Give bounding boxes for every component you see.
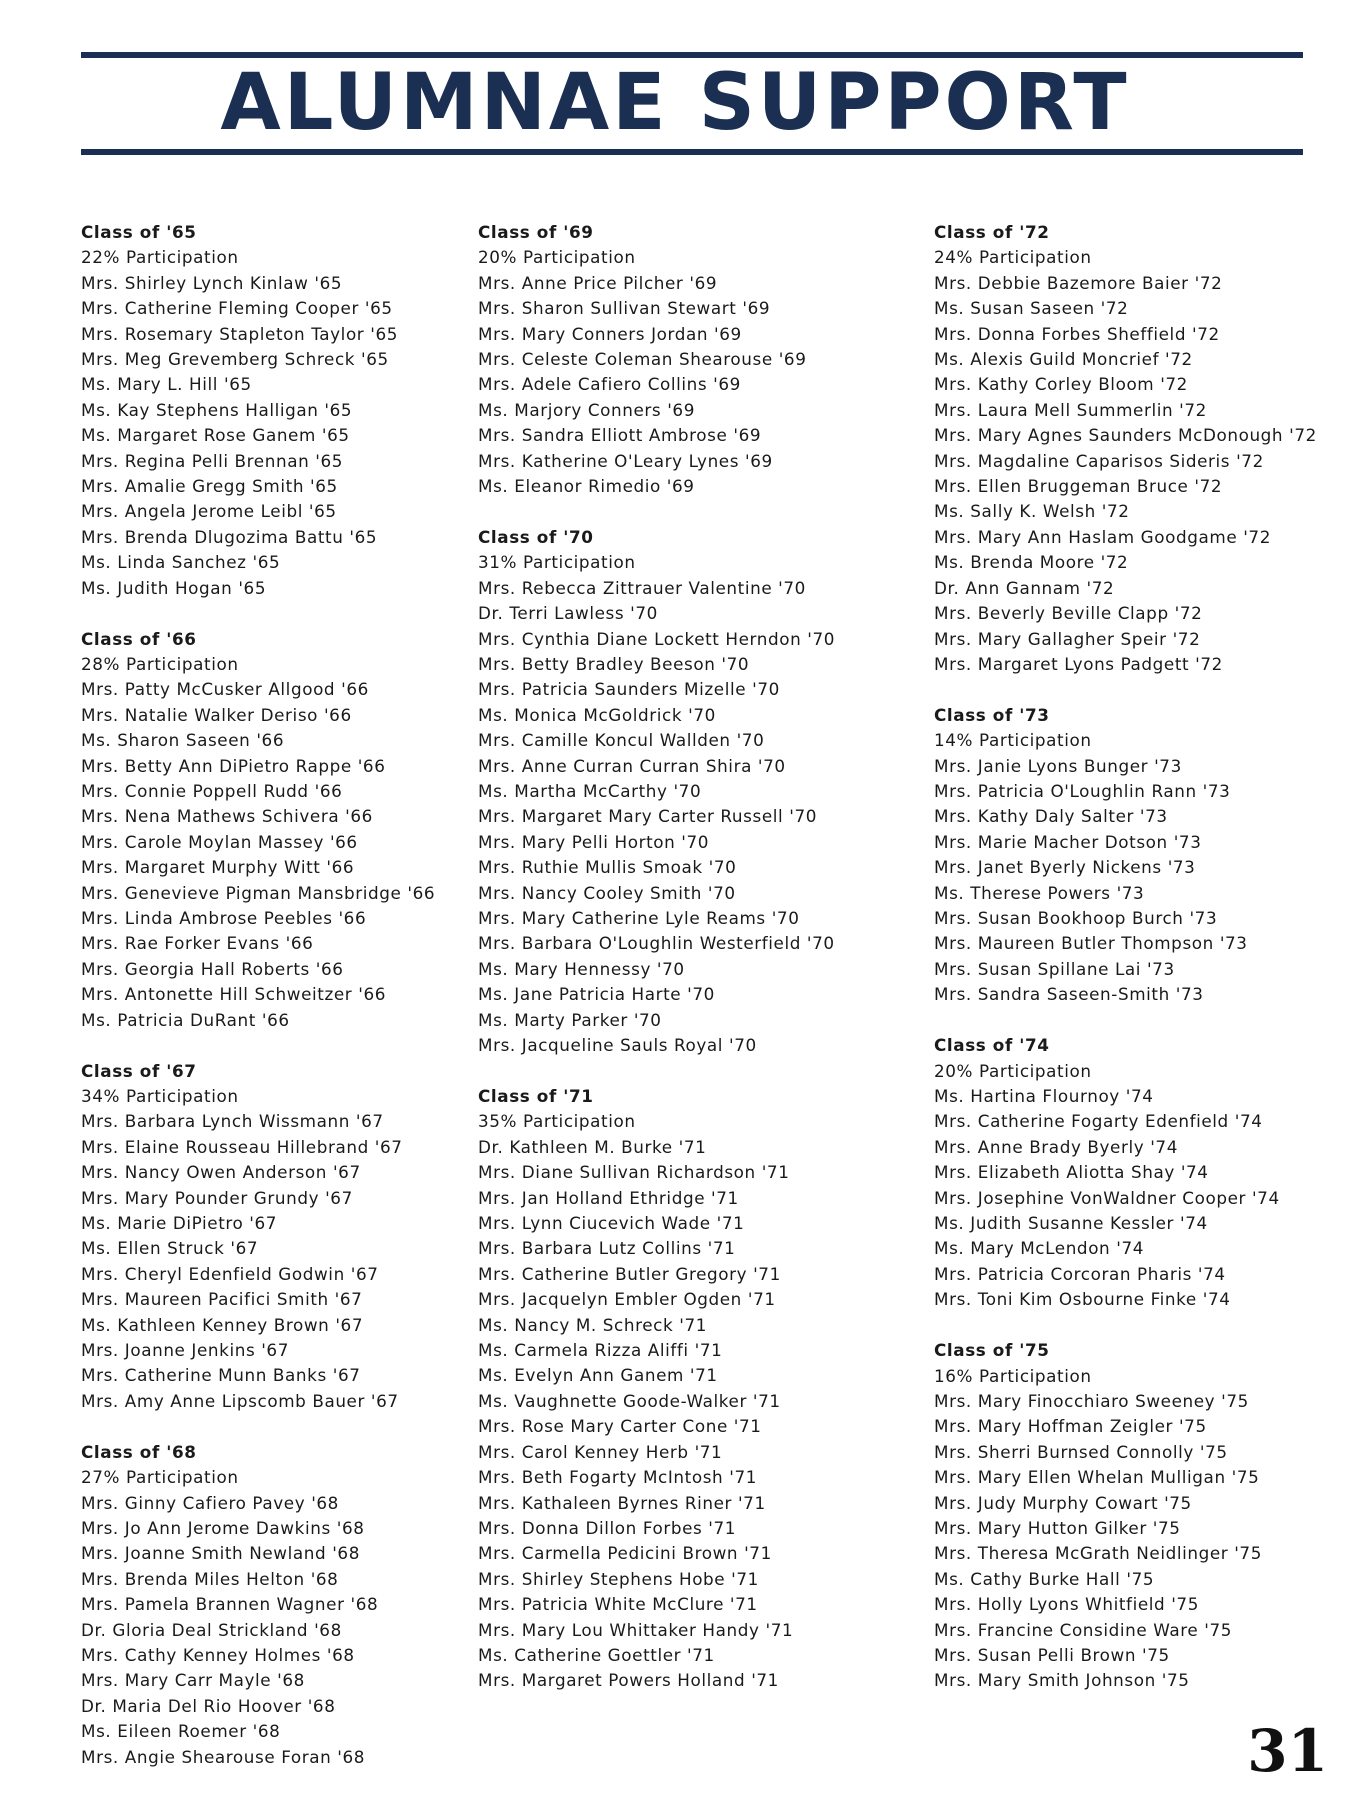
donor-name: Ms. Mary Hennessy '70 bbox=[478, 958, 685, 979]
page-title: ALUMNAE SUPPORT bbox=[220, 58, 1130, 148]
donor-name: Mrs. Sherri Burnsed Connolly '75 bbox=[934, 1441, 1228, 1462]
donor-name: Mrs. Anne Curran Curran Shira '70 bbox=[478, 755, 786, 776]
donor-name: Mrs. Janie Lyons Bunger '73 bbox=[934, 755, 1182, 776]
participation-rate: 14% Participation bbox=[934, 730, 1092, 751]
donor-name: Mrs. Mary Finocchiaro Sweeney '75 bbox=[934, 1390, 1249, 1411]
donor-name: Mrs. Mary Smith Johnson '75 bbox=[934, 1670, 1190, 1691]
title-rule-bottom bbox=[81, 149, 1303, 155]
donor-name: Mrs. Sharon Sullivan Stewart '69 bbox=[478, 298, 771, 319]
participation-rate: 22% Participation bbox=[81, 247, 239, 268]
donor-name: Mrs. Donna Forbes Sheffield '72 bbox=[934, 323, 1220, 344]
class-section bbox=[478, 1084, 918, 1694]
donor-name: Mrs. Betty Bradley Beeson '70 bbox=[478, 654, 750, 674]
participation-rate: 28% Participation bbox=[81, 654, 239, 674]
donor-name: Mrs. Jo Ann Jerome Dawkins '68 bbox=[81, 1518, 365, 1538]
class-heading: Class of '66 bbox=[81, 628, 197, 649]
donor-name: Ms. Eleanor Rimedio '69 bbox=[478, 476, 695, 497]
donor-name: Ms. Monica McGoldrick '70 bbox=[478, 704, 716, 725]
donor-name: Mrs. Laura Mell Summerlin '72 bbox=[934, 399, 1207, 420]
class-section bbox=[81, 1059, 451, 1415]
donor-name: Mrs. Patty McCusker Allgood '66 bbox=[81, 679, 369, 700]
donor-name: Ms. Linda Sanchez '65 bbox=[81, 552, 281, 573]
donor-name: Mrs. Barbara O'Loughlin Westerfield '70 bbox=[478, 933, 835, 954]
class-section bbox=[934, 703, 1344, 1008]
donor-name: Ms. Kathleen Kenney Brown '67 bbox=[81, 1314, 364, 1335]
donor-name: Mrs. Betty Ann DiPietro Rappe '66 bbox=[81, 755, 386, 776]
donor-name: Mrs. Magdaline Caparisos Sideris '72 bbox=[934, 450, 1264, 471]
donor-name: Mrs. Janet Byerly Nickens '73 bbox=[934, 857, 1196, 878]
donor-name: Mrs. Carole Moylan Massey '66 bbox=[81, 831, 358, 852]
column-2 bbox=[478, 220, 918, 1719]
class-heading: Class of '68 bbox=[81, 1441, 197, 1462]
donor-name: Ms. Marty Parker '70 bbox=[478, 1009, 662, 1030]
donor-name: Mrs. Jacqueline Sauls Royal '70 bbox=[478, 1035, 757, 1056]
donor-name: Mrs. Elizabeth Aliotta Shay '74 bbox=[934, 1162, 1209, 1183]
donor-name: Dr. Terri Lawless '70 bbox=[478, 603, 658, 624]
donor-name: Mrs. Adele Cafiero Collins '69 bbox=[478, 374, 741, 395]
donor-name: Mrs. Donna Dillon Forbes '71 bbox=[478, 1517, 737, 1538]
class-heading: Class of '71 bbox=[478, 1086, 594, 1106]
donor-name: Mrs. Amalie Gregg Smith '65 bbox=[81, 476, 338, 497]
donor-name: Mrs. Kathaleen Byrnes Riner '71 bbox=[478, 1492, 766, 1513]
class-heading: Class of '73 bbox=[934, 704, 1050, 725]
donor-name: Ms. Sharon Saseen '66 bbox=[81, 730, 285, 751]
donor-name: Mrs. Debbie Bazemore Baier '72 bbox=[934, 272, 1223, 293]
donor-name: Ms. Eileen Roemer '68 bbox=[81, 1721, 281, 1742]
donor-name: Mrs. Shirley Lynch Kinlaw '65 bbox=[81, 272, 343, 293]
donor-name: Mrs. Beverly Beville Clapp '72 bbox=[934, 603, 1203, 624]
class-section bbox=[81, 220, 451, 601]
donor-name: Mrs. Holly Lyons Whitfield '75 bbox=[934, 1594, 1199, 1615]
donor-name: Ms. Susan Saseen '72 bbox=[934, 298, 1129, 319]
donor-name: Mrs. Ginny Cafiero Pavey '68 bbox=[81, 1492, 339, 1513]
donor-name: Mrs. Susan Spillane Lai '73 bbox=[934, 958, 1175, 979]
donor-name: Mrs. Brenda Dlugozima Battu '65 bbox=[81, 526, 378, 547]
donor-name: Mrs. Connie Poppell Rudd '66 bbox=[81, 781, 343, 802]
donor-name: Mrs. Mary Pelli Horton '70 bbox=[478, 831, 710, 852]
donor-name: Mrs. Mary Catherine Lyle Reams '70 bbox=[478, 908, 800, 929]
donor-name: Ms. Margaret Rose Ganem '65 bbox=[81, 425, 350, 446]
donor-name: Ms. Catherine Goettler '71 bbox=[478, 1644, 715, 1665]
class-section bbox=[478, 220, 918, 499]
donor-name: Mrs. Margaret Lyons Padgett '72 bbox=[934, 653, 1223, 674]
donor-name: Dr. Maria Del Rio Hoover '68 bbox=[81, 1695, 336, 1716]
donor-name: Mrs. Mary Ellen Whelan Mulligan '75 bbox=[934, 1467, 1260, 1488]
donor-name: Mrs. Mary Agnes Saunders McDonough '72 bbox=[934, 425, 1317, 446]
donor-name: Mrs. Catherine Butler Gregory '71 bbox=[478, 1263, 781, 1284]
donor-name: Mrs. Nena Mathews Schivera '66 bbox=[81, 806, 373, 827]
class-heading: Class of '69 bbox=[478, 222, 594, 242]
donor-name: Mrs. Cathy Kenney Holmes '68 bbox=[81, 1645, 355, 1666]
donor-name: Mrs. Nancy Owen Anderson '67 bbox=[81, 1162, 361, 1183]
class-section bbox=[934, 220, 1344, 677]
donor-name: Mrs. Marie Macher Dotson '73 bbox=[934, 831, 1202, 852]
donor-name: Mrs. Josephine VonWaldner Cooper '74 bbox=[934, 1187, 1280, 1208]
donor-name: Mrs. Sandra Saseen-Smith '73 bbox=[934, 984, 1204, 1005]
donor-name: Mrs. Catherine Fleming Cooper '65 bbox=[81, 298, 393, 319]
donor-name: Mrs. Diane Sullivan Richardson '71 bbox=[478, 1162, 790, 1183]
donor-name: Dr. Ann Gannam '72 bbox=[934, 577, 1115, 598]
donor-name: Mrs. Camille Koncul Wallden '70 bbox=[478, 730, 765, 751]
class-heading: Class of '65 bbox=[81, 222, 197, 242]
donor-name: Mrs. Catherine Fogarty Edenfield '74 bbox=[934, 1111, 1263, 1132]
class-heading: Class of '70 bbox=[478, 526, 594, 547]
donor-name: Mrs. Anne Price Pilcher '69 bbox=[478, 272, 718, 293]
donor-name: Dr. Kathleen M. Burke '71 bbox=[478, 1136, 707, 1157]
page-number: 31 bbox=[1247, 1717, 1328, 1785]
donor-name: Mrs. Elaine Rousseau Hillebrand '67 bbox=[81, 1136, 403, 1157]
class-section bbox=[934, 1338, 1344, 1694]
donor-name: Mrs. Jacquelyn Embler Ogden '71 bbox=[478, 1289, 776, 1310]
donor-name: Mrs. Genevieve Pigman Mansbridge '66 bbox=[81, 882, 436, 903]
donor-name: Ms. Marjory Conners '69 bbox=[478, 399, 695, 420]
donor-name: Ms. Judith Susanne Kessler '74 bbox=[934, 1213, 1208, 1234]
class-heading: Class of '75 bbox=[934, 1340, 1050, 1361]
donor-name: Ms. Ellen Struck '67 bbox=[81, 1238, 259, 1259]
donor-name: Mrs. Mary Lou Whittaker Handy '71 bbox=[478, 1619, 794, 1640]
class-section bbox=[81, 627, 451, 1034]
donor-name: Mrs. Toni Kim Osbourne Finke '74 bbox=[934, 1289, 1231, 1310]
donor-name: Mrs. Rae Forker Evans '66 bbox=[81, 933, 314, 954]
donor-name: Mrs. Mary Conners Jordan '69 bbox=[478, 323, 742, 344]
column-1 bbox=[81, 220, 451, 1796]
donor-name: Mrs. Mary Hutton Gilker '75 bbox=[934, 1518, 1181, 1538]
donor-name: Ms. Sally K. Welsh '72 bbox=[934, 501, 1130, 522]
participation-rate: 27% Participation bbox=[81, 1467, 239, 1488]
participation-rate: 34% Participation bbox=[81, 1086, 239, 1106]
donor-name: Mrs. Mary Carr Mayle '68 bbox=[81, 1670, 305, 1691]
donor-name: Ms. Mary L. Hill '65 bbox=[81, 374, 252, 395]
donor-name: Mrs. Georgia Hall Roberts '66 bbox=[81, 958, 344, 979]
donor-name: Mrs. Antonette Hill Schweitzer '66 bbox=[81, 984, 387, 1005]
participation-rate: 31% Participation bbox=[478, 552, 636, 573]
donor-name: Mrs. Barbara Lutz Collins '71 bbox=[478, 1238, 736, 1259]
donor-name: Mrs. Katherine O'Leary Lynes '69 bbox=[478, 450, 773, 471]
class-heading: Class of '74 bbox=[934, 1035, 1050, 1056]
donor-name: Mrs. Barbara Lynch Wissmann '67 bbox=[81, 1111, 384, 1132]
donor-name: Mrs. Kathy Daly Salter '73 bbox=[934, 806, 1168, 827]
donor-name: Mrs. Theresa McGrath Neidlinger '75 bbox=[934, 1543, 1262, 1564]
donor-name: Ms. Therese Powers '73 bbox=[934, 882, 1145, 903]
donor-name: Mrs. Celeste Coleman Shearouse '69 bbox=[478, 349, 807, 370]
donor-name: Mrs. Shirley Stephens Hobe '71 bbox=[478, 1568, 759, 1589]
donor-name: Ms. Vaughnette Goode-Walker '71 bbox=[478, 1390, 781, 1411]
donor-name: Mrs. Kathy Corley Bloom '72 bbox=[934, 374, 1188, 395]
donor-name: Mrs. Rebecca Zittrauer Valentine '70 bbox=[478, 577, 806, 598]
donor-name: Mrs. Brenda Miles Helton '68 bbox=[81, 1568, 339, 1589]
donor-name: Mrs. Carmella Pedicini Brown '71 bbox=[478, 1543, 772, 1564]
participation-rate: 20% Participation bbox=[478, 247, 636, 268]
donor-name: Mrs. Patricia Corcoran Pharis '74 bbox=[934, 1263, 1226, 1284]
participation-rate: 35% Participation bbox=[478, 1111, 636, 1132]
donor-name: Mrs. Regina Pelli Brennan '65 bbox=[81, 450, 344, 471]
donor-name: Mrs. Lynn Ciucevich Wade '71 bbox=[478, 1213, 745, 1234]
donor-name: Mrs. Angela Jerome Leibl '65 bbox=[81, 501, 337, 522]
donor-name: Mrs. Mary Pounder Grundy '67 bbox=[81, 1187, 353, 1208]
donor-name: Ms. Evelyn Ann Ganem '71 bbox=[478, 1365, 718, 1386]
donor-name: Mrs. Ruthie Mullis Smoak '70 bbox=[478, 857, 737, 878]
donor-name: Ms. Patricia DuRant '66 bbox=[81, 1009, 290, 1030]
donor-name: Mrs. Linda Ambrose Peebles '66 bbox=[81, 908, 367, 929]
donor-name: Mrs. Patricia O'Loughlin Rann '73 bbox=[934, 781, 1231, 802]
participation-rate: 16% Participation bbox=[934, 1365, 1092, 1386]
donor-name: Mrs. Patricia White McClure '71 bbox=[478, 1594, 758, 1615]
donor-name: Ms. Carmela Rizza Aliffi '71 bbox=[478, 1340, 723, 1361]
donor-name: Mrs. Joanne Smith Newland '68 bbox=[81, 1543, 360, 1564]
donor-name: Ms. Martha McCarthy '70 bbox=[478, 781, 702, 802]
donor-name: Mrs. Susan Bookhoop Burch '73 bbox=[934, 908, 1218, 929]
donor-name: Ms. Judith Hogan '65 bbox=[81, 577, 267, 598]
donor-name: Ms. Kay Stephens Halligan '65 bbox=[81, 399, 353, 420]
class-section bbox=[478, 525, 918, 1059]
participation-rate: 24% Participation bbox=[934, 247, 1092, 268]
donor-name: Mrs. Susan Pelli Brown '75 bbox=[934, 1645, 1170, 1666]
donor-name: Mrs. Mary Ann Haslam Goodgame '72 bbox=[934, 526, 1271, 547]
column-3 bbox=[934, 220, 1344, 1719]
class-section bbox=[81, 1440, 451, 1770]
donor-name: Ms. Hartina Flournoy '74 bbox=[934, 1086, 1154, 1106]
donor-name: Mrs. Carol Kenney Herb '71 bbox=[478, 1441, 723, 1462]
donor-name: Mrs. Mary Gallagher Speir '72 bbox=[934, 628, 1201, 649]
class-section bbox=[934, 1033, 1344, 1312]
class-heading: Class of '67 bbox=[81, 1060, 197, 1081]
donor-name: Mrs. Margaret Mary Carter Russell '70 bbox=[478, 806, 818, 827]
donor-name: Mrs. Francine Considine Ware '75 bbox=[934, 1619, 1233, 1640]
donor-name: Mrs. Cheryl Edenfield Godwin '67 bbox=[81, 1263, 379, 1284]
donor-name: Mrs. Mary Hoffman Zeigler '75 bbox=[934, 1416, 1207, 1437]
donor-name: Mrs. Cynthia Diane Lockett Herndon '70 bbox=[478, 628, 836, 649]
donor-name: Mrs. Anne Brady Byerly '74 bbox=[934, 1136, 1178, 1157]
donor-name: Mrs. Joanne Jenkins '67 bbox=[81, 1340, 289, 1361]
donor-name: Mrs. Maureen Pacifici Smith '67 bbox=[81, 1289, 363, 1310]
donor-name: Mrs. Beth Fogarty McIntosh '71 bbox=[478, 1467, 757, 1488]
donor-name: Mrs. Margaret Powers Holland '71 bbox=[478, 1670, 779, 1691]
donor-name: Ms. Nancy M. Schreck '71 bbox=[478, 1314, 708, 1335]
donor-name: Mrs. Angie Shearouse Foran '68 bbox=[81, 1746, 366, 1767]
donor-name: Mrs. Ellen Bruggeman Bruce '72 bbox=[934, 476, 1223, 497]
donor-name: Ms. Cathy Burke Hall '75 bbox=[934, 1568, 1155, 1589]
class-heading: Class of '72 bbox=[934, 222, 1050, 242]
donor-name: Mrs. Meg Grevemberg Schreck '65 bbox=[81, 349, 389, 370]
donor-name: Mrs. Rose Mary Carter Cone '71 bbox=[478, 1416, 762, 1437]
donor-name: Mrs. Catherine Munn Banks '67 bbox=[81, 1365, 361, 1386]
donor-name: Mrs. Judy Murphy Cowart '75 bbox=[934, 1492, 1192, 1513]
donor-name: Ms. Mary McLendon '74 bbox=[934, 1238, 1144, 1259]
donor-name: Dr. Gloria Deal Strickland '68 bbox=[81, 1619, 342, 1640]
donor-name: Mrs. Rosemary Stapleton Taylor '65 bbox=[81, 323, 399, 344]
donor-name: Mrs. Jan Holland Ethridge '71 bbox=[478, 1187, 739, 1208]
donor-name: Ms. Alexis Guild Moncrief '72 bbox=[934, 349, 1193, 370]
donor-name: Mrs. Patricia Saunders Mizelle '70 bbox=[478, 679, 780, 700]
donor-name: Mrs. Natalie Walker Deriso '66 bbox=[81, 704, 352, 725]
donor-name: Mrs. Pamela Brannen Wagner '68 bbox=[81, 1594, 379, 1615]
donor-name: Mrs. Amy Anne Lipscomb Bauer '67 bbox=[81, 1390, 399, 1411]
donor-name: Mrs. Maureen Butler Thompson '73 bbox=[934, 933, 1248, 954]
donor-name: Mrs. Margaret Murphy Witt '66 bbox=[81, 857, 355, 878]
donor-name: Mrs. Sandra Elliott Ambrose '69 bbox=[478, 425, 762, 446]
donor-name: Ms. Brenda Moore '72 bbox=[934, 552, 1129, 573]
donor-name: Ms. Jane Patricia Harte '70 bbox=[478, 984, 715, 1005]
donor-name: Ms. Marie DiPietro '67 bbox=[81, 1213, 278, 1234]
donor-name: Mrs. Nancy Cooley Smith '70 bbox=[478, 882, 736, 903]
participation-rate: 20% Participation bbox=[934, 1060, 1092, 1081]
